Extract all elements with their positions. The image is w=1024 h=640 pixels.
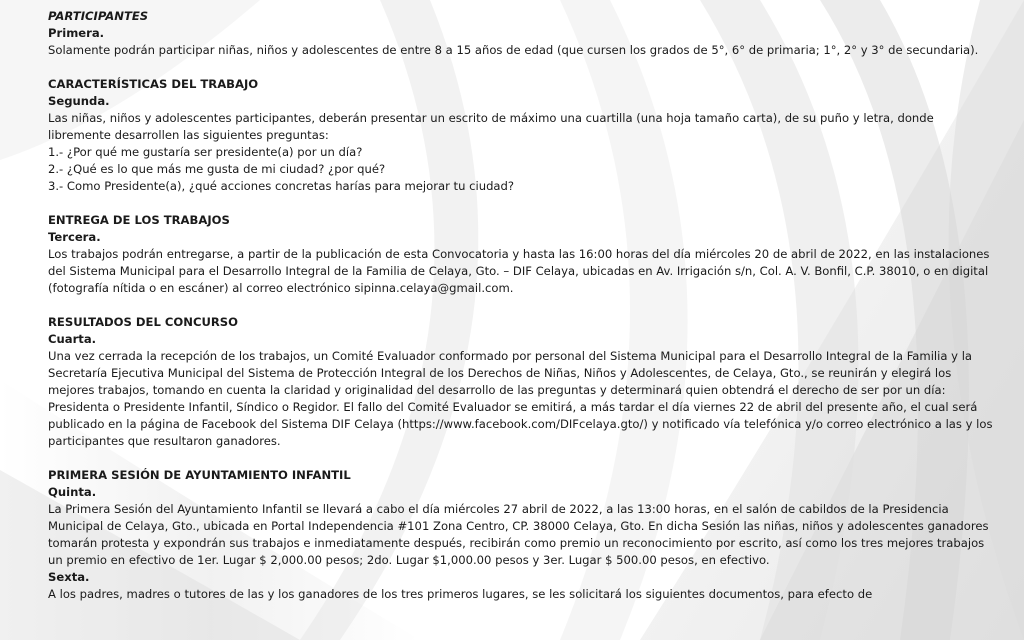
section-participantes — [48, 8, 1000, 59]
clause-text: Solamente podrán participar niñas, niños y adolescentes de entre 8 a 15 años de edad (que cursen los grados de 5°, 6° de primaria; 1°, 2° y 3° de secundaria). — [48, 43, 979, 57]
clause-label: Segunda. — [48, 94, 110, 108]
section-entrega — [48, 212, 1000, 297]
clause-label: Tercera. — [48, 230, 101, 244]
clause-text: Los trabajos podrán entregarse, a partir de la publicación de esta Convocatoria y hasta las 16:00 horas del día miércoles 20 de abril de 2022, en las instalaciones del Sistema Municipal para el Desarrollo Integral de la Familia de Celaya, Gto. – DIF Celaya, ubicadas en Av. Irrigación s/n, Col. A. V. Bonfil, C.P. 38010, o en digital (fotografía nítida o en escáner) al correo electrónico sipinna.celaya@gmail.com. — [48, 247, 990, 295]
convocatoria-document — [48, 8, 1000, 603]
clause-label: Sexta. — [48, 570, 90, 584]
clause-text: Una vez cerrada la recepción de los trabajos, un Comité Evaluador conformado por personal del Sistema Municipal para el Desarrollo Integral de la Familia y la Secretaría Ejecutiva Municipal del Sistema de Protección Integral de los Derechos de Niñas, Niños y Adolescentes, de Celaya, Gto., se reunirán y elegirá los mejores trabajos, tomando en cuenta la claridad y originalidad del desarrollo de las preguntas y determinará quien obtendrá el derecho de ser por un día: Presidenta o Presidente Infantil, Síndico o Regidor. El fallo del Comité Evaluador se emitirá, a más tardar el día viernes 22 de abril del presente año, el cual será publicado en la página de Facebook del Sistema DIF Celaya (https://www.facebook.com/DIFcelaya.gto/) y notificado vía telefónica y/o correo electrónico a las y los participantes que resultaron ganadores. — [48, 349, 993, 448]
clause-text: Las niñas, niños y adolescentes participantes, deberán presentar un escrito de máximo una cuartilla (una hoja tamaño carta), de su puño y letra, donde libremente desarrollen las siguientes preguntas: — [48, 111, 934, 142]
section-resultados — [48, 314, 1000, 450]
clause-label: Quinta. — [48, 485, 97, 499]
question-item: 3.- Como Presidente(a), ¿qué acciones concretas harías para mejorar tu ciudad? — [48, 179, 515, 193]
clause-label: Primera. — [48, 26, 105, 40]
question-item: 1.- ¿Por qué me gustaría ser presidente(a) por un día? — [48, 145, 363, 159]
section-title: RESULTADOS DEL CONCURSO — [48, 315, 239, 329]
clause-text: La Primera Sesión del Ayuntamiento Infantil se llevará a cabo el día miércoles 27 abril de 2022, a las 13:00 horas, en el salón de cabildos de la Presidencia Municipal de Celaya, Gto., ubicada en Portal Independencia #101 Zona Centro, CP. 38000 Celaya, Gto. En dicha Sesión las niñas, niños y adolescentes ganadores tomarán protesta y expondrán sus trabajos e inmediatamente después, recibirán como premio un reconocimiento por escrito, así como los tres mejores trabajos un premio en efectivo de 1er. Lugar $ 2,000.00 pesos; 2do. Lugar $1,000.00 pesos y 3er. Lugar $ 500.00 pesos, en efectivo. — [48, 502, 989, 567]
section-sesion — [48, 467, 1000, 603]
section-title: PARTICIPANTES — [48, 9, 149, 23]
question-item: 2.- ¿Qué es lo que más me gusta de mi ciudad? ¿por qué? — [48, 162, 386, 176]
section-title: CARACTERÍSTICAS DEL TRABAJO — [48, 77, 259, 91]
section-caracteristicas — [48, 76, 1000, 195]
section-title: ENTREGA DE LOS TRABAJOS — [48, 213, 230, 227]
clause-text: A los padres, madres o tutores de las y los ganadores de los tres primeros lugares, se les solicitará los siguientes documentos, para efecto de — [48, 587, 873, 601]
section-title: PRIMERA SESIÓN DE AYUNTAMIENTO INFANTIL — [48, 468, 351, 482]
clause-label: Cuarta. — [48, 332, 97, 346]
